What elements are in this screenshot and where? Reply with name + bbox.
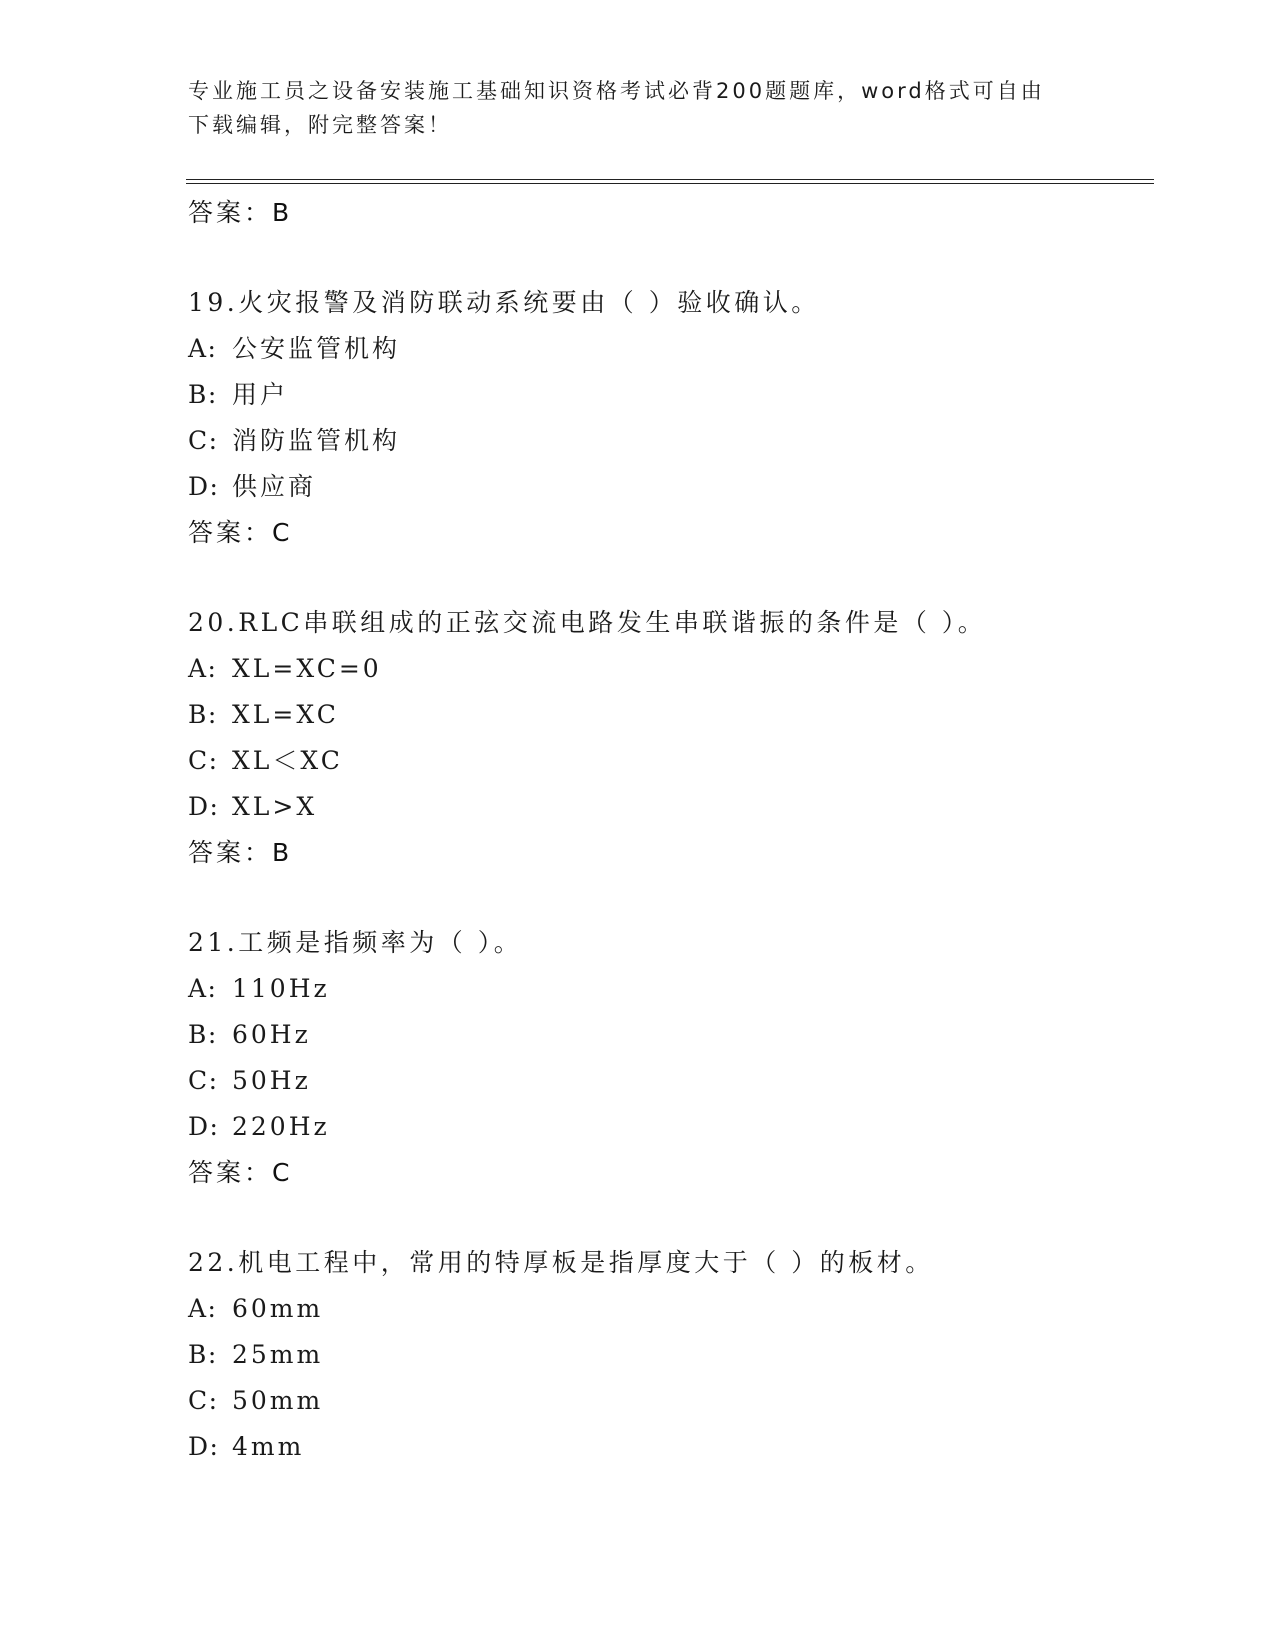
option-letter: C: — [188, 746, 219, 775]
question-22 — [188, 1240, 1148, 1470]
option-b — [188, 1332, 1148, 1378]
option-c — [188, 418, 1148, 464]
question-19 — [188, 280, 1148, 556]
option-letter: C: — [188, 1066, 219, 1095]
option-text: 公安监管机构 — [232, 334, 401, 363]
option-text: 消防监管机构 — [232, 426, 401, 455]
question-list — [188, 190, 1148, 1470]
option-text: XL=XC — [232, 700, 339, 729]
option-d — [188, 1424, 1148, 1470]
option-d — [188, 464, 1148, 510]
option-text: 4mm — [232, 1432, 305, 1461]
document-header — [188, 74, 1078, 142]
question-stem: 19.火灾报警及消防联动系统要由（ ）验收确认。 — [188, 288, 820, 317]
option-text: XL>X — [232, 792, 318, 821]
option-text: 供应商 — [232, 472, 317, 501]
option-letter: B: — [188, 380, 218, 409]
option-d — [188, 1104, 1148, 1150]
header-divider-top — [186, 179, 1154, 180]
option-a — [188, 646, 1148, 692]
option-text: 50Hz — [232, 1066, 311, 1095]
option-letter: B: — [188, 700, 218, 729]
option-letter: A: — [188, 334, 218, 363]
option-c — [188, 1058, 1148, 1104]
option-d — [188, 784, 1148, 830]
option-letter: D: — [188, 1432, 220, 1461]
option-text: 50mm — [232, 1386, 324, 1415]
option-a — [188, 966, 1148, 1012]
option-b — [188, 1012, 1148, 1058]
option-c — [188, 738, 1148, 784]
question-20 — [188, 600, 1148, 876]
option-text: 110Hz — [232, 974, 330, 1003]
question-21 — [188, 920, 1148, 1196]
option-letter: D: — [188, 792, 220, 821]
option-b — [188, 692, 1148, 738]
option-text: 60Hz — [232, 1020, 311, 1049]
option-text: XL＜XC — [232, 746, 343, 775]
option-letter: C: — [188, 1386, 219, 1415]
answer-18: 答案：B — [188, 198, 293, 227]
option-letter: A: — [188, 974, 218, 1003]
header-divider-bottom — [186, 183, 1154, 184]
option-letter: D: — [188, 472, 220, 501]
option-letter: A: — [188, 654, 218, 683]
question-stem: 22.机电工程中，常用的特厚板是指厚度大于（ ）的板材。 — [188, 1248, 934, 1277]
header-line-2: 下载编辑，附完整答案！ — [188, 113, 452, 137]
question-stem: 21.工频是指频率为（ ）。 — [188, 928, 523, 957]
option-text: 60mm — [232, 1294, 324, 1323]
answer-21: 答案：C — [188, 1158, 293, 1187]
option-a — [188, 1286, 1148, 1332]
answer-20: 答案：B — [188, 838, 293, 867]
option-letter: B: — [188, 1020, 218, 1049]
option-text: XL=XC=0 — [232, 654, 382, 683]
option-b — [188, 372, 1148, 418]
option-text: 用户 — [232, 380, 289, 409]
option-letter: D: — [188, 1112, 220, 1141]
option-letter: A: — [188, 1294, 218, 1323]
option-text: 220Hz — [232, 1112, 330, 1141]
option-letter: C: — [188, 426, 219, 455]
answer-19: 答案：C — [188, 518, 293, 547]
option-a — [188, 326, 1148, 372]
option-c — [188, 1378, 1148, 1424]
question-stem: 20.RLC串联组成的正弦交流电路发生串联谐振的条件是（ ）。 — [188, 608, 987, 637]
option-letter: B: — [188, 1340, 218, 1369]
option-text: 25mm — [232, 1340, 324, 1369]
header-line-1: 专业施工员之设备安装施工基础知识资格考试必背200题题库，word格式可自由 — [188, 79, 1045, 103]
